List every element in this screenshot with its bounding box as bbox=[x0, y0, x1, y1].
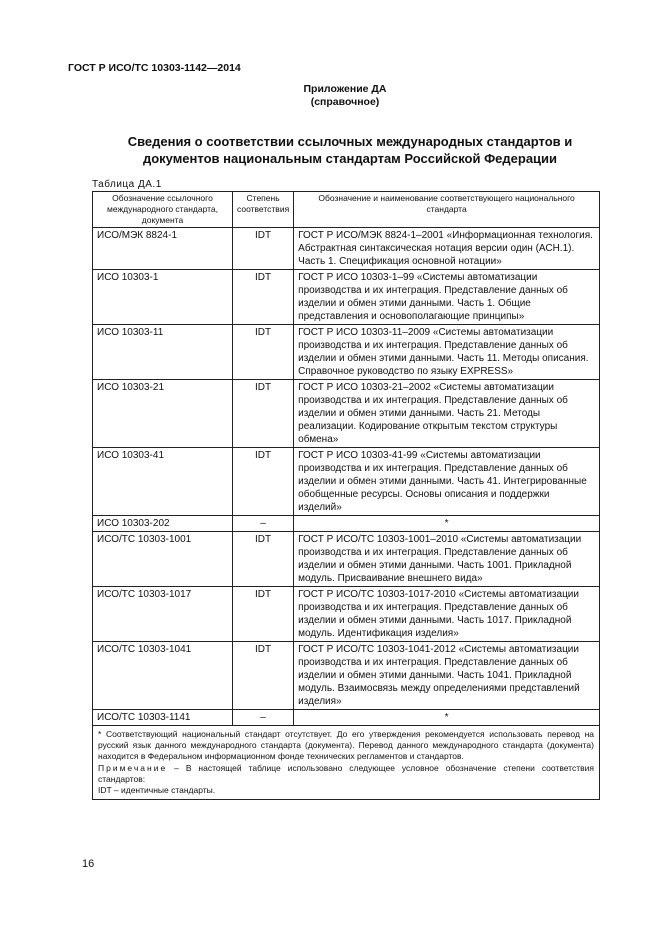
table-row bbox=[93, 448, 600, 516]
table-row bbox=[93, 380, 600, 448]
table-row bbox=[93, 710, 600, 726]
national-standard-cell: ГОСТ Р ИСО 10303-41-99 «Системы автоматизации производства и их интеграция. Представление данных об изделии и обмен этими данными. Часть 41. Интегрированные обобщенные ресурсы. Основы описания и поддержки изделий» bbox=[294, 448, 600, 516]
page-number: 16 bbox=[82, 858, 95, 870]
table-row bbox=[93, 642, 600, 710]
note-text: – В настоящей таблице использовано следующее условное обозначение степени соответствия стандартов: bbox=[98, 762, 594, 784]
footnote-text: * Соответствующий национальный стандарт отсутствует. До его утверждения рекомендуется использовать перевод на русский язык данного международного стандарта (документа). Перевод данного международного стандарта (документа) находится в Федеральном информационном фонде технических регламентов и стандартов. bbox=[98, 729, 594, 762]
degree-cell: IDT bbox=[233, 325, 294, 380]
title-line-2: документов национальным стандартам Российской Федерации bbox=[142, 151, 558, 166]
table-note-row bbox=[93, 726, 600, 800]
degree-cell: – bbox=[233, 516, 294, 532]
degree-cell: IDT bbox=[233, 642, 294, 710]
degree-cell: – bbox=[233, 710, 294, 726]
reference-code-cell: ИСО 10303-41 bbox=[93, 448, 233, 516]
table-row bbox=[93, 270, 600, 325]
annex-title: Приложение ДА bbox=[303, 83, 387, 95]
reference-code-cell: ИСО 10303-21 bbox=[93, 380, 233, 448]
table-row bbox=[93, 587, 600, 642]
reference-code-cell: ИСО/ТС 10303-1141 bbox=[93, 710, 233, 726]
national-standard-cell: ГОСТ Р ИСО/ТС 10303-1001–2010 «Системы автоматизации производства и их интеграция. Представление данных об изделии и обмен этими данными. Часть 1001. Прикладной модуль. Присваивание внешнего вида» bbox=[294, 532, 600, 587]
degree-cell: IDT bbox=[233, 380, 294, 448]
title-line-1: Сведения о соответствии ссылочных международных стандартов и bbox=[127, 134, 573, 149]
annex-block bbox=[300, 83, 390, 109]
national-standard-cell: ГОСТ Р ИСО/ТС 10303-1017-2010 «Системы автоматизации производства и их интеграция. Представление данных об изделии и обмен этими данными. Часть 1017. Прикладной модуль. Идентификация изделия» bbox=[294, 587, 600, 642]
page-title bbox=[60, 133, 640, 167]
national-standard-cell: * bbox=[294, 516, 600, 532]
reference-code-cell: ИСО 10303-1 bbox=[93, 270, 233, 325]
national-standard-cell: ГОСТ Р ИСО 10303-21–2002 «Системы автоматизации производства и их интеграция. Представление данных об изделии и обмен этими данными. Часть 21. Методы реализации. Кодирование открытым текстом структуры обмена» bbox=[294, 380, 600, 448]
table-row bbox=[93, 532, 600, 587]
document-code: ГОСТ Р ИСО/ТС 10303-1142—2014 bbox=[68, 62, 241, 74]
note-label: Примечание bbox=[98, 762, 168, 773]
national-standard-cell: ГОСТ Р ИСО/МЭК 8824-1–2001 «Информационная технология. Абстрактная синтаксическая нотация версии один (АСН.1). Часть 1. Спецификация основной нотации» bbox=[294, 228, 600, 270]
reference-code-cell: ИСО/ТС 10303-1041 bbox=[93, 642, 233, 710]
table-row bbox=[93, 516, 600, 532]
column-header-reference: Обозначение ссылочного международного стандарта, документа bbox=[93, 192, 233, 228]
reference-code-cell: ИСО/ТС 10303-1017 bbox=[93, 587, 233, 642]
table-row bbox=[93, 228, 600, 270]
annex-kind: (справочное) bbox=[310, 96, 380, 108]
column-header-degree: Степень соответствия bbox=[233, 192, 294, 228]
reference-code-cell: ИСО 10303-11 bbox=[93, 325, 233, 380]
note-paragraph bbox=[98, 763, 594, 785]
table-header-row bbox=[93, 192, 600, 228]
degree-cell: IDT bbox=[233, 587, 294, 642]
degree-cell: IDT bbox=[233, 448, 294, 516]
correspondence-table bbox=[92, 191, 600, 800]
national-standard-cell: ГОСТ Р ИСО 10303-1–99 «Системы автоматизации производства и их интеграция. Представление данных об изделии и обмен этими данными. Часть 1. Общие представления и основополагающие принципы» bbox=[294, 270, 600, 325]
national-standard-cell: * bbox=[294, 710, 600, 726]
national-standard-cell: ГОСТ Р ИСО 10303-11–2009 «Системы автоматизации производства и их интеграция. Представление данных об изделии и обмен этими данными. Часть 11. Методы описания. Справочное руководство по языку EXPRESS» bbox=[294, 325, 600, 380]
degree-cell: IDT bbox=[233, 270, 294, 325]
table-caption: Таблица ДА.1 bbox=[92, 179, 162, 190]
table-note-cell bbox=[93, 726, 600, 800]
reference-code-cell: ИСО 10303-202 bbox=[93, 516, 233, 532]
reference-code-cell: ИСО/МЭК 8824-1 bbox=[93, 228, 233, 270]
note-idt: IDT – идентичные стандарты. bbox=[98, 785, 216, 796]
table-row bbox=[93, 325, 600, 380]
reference-code-cell: ИСО/ТС 10303-1001 bbox=[93, 532, 233, 587]
degree-cell: IDT bbox=[233, 228, 294, 270]
degree-cell: IDT bbox=[233, 532, 294, 587]
national-standard-cell: ГОСТ Р ИСО/ТС 10303-1041-2012 «Системы автоматизации производства и их интеграция. Представление данных об изделии и обмен этими данными. Часть 1041. Прикладной модуль. Взаимосвязь между определениями представлений изделия» bbox=[294, 642, 600, 710]
column-header-national: Обозначение и наименование соответствующего национального стандарта bbox=[294, 192, 600, 228]
